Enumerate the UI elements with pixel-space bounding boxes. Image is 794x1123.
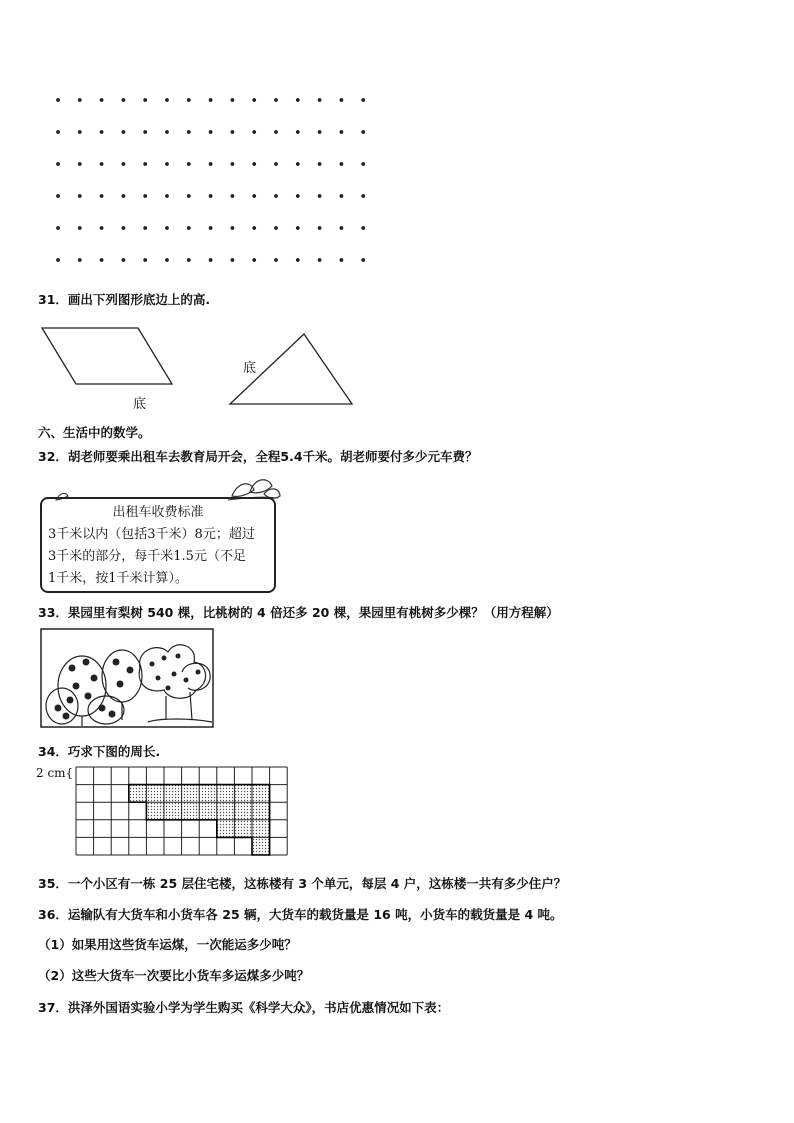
grid-dot xyxy=(361,162,365,166)
question-36-part-2: （2）这些大货车一次要比小货车多运煤多少吨？ xyxy=(38,968,310,983)
question-32: 32．胡老师要乘出租车去教育局开会，全程5.4千米。胡老师要付多少元车费？ xyxy=(38,449,478,464)
grid-dot xyxy=(143,194,147,198)
grid-dot xyxy=(340,226,344,230)
grid-dot xyxy=(231,226,235,230)
grid-dot xyxy=(296,194,300,198)
taxi-fare-box xyxy=(40,497,276,593)
question-35: 35．一个小区有一栋 25 层住宅楼，这栋楼有 3 个单元，每层 4 户，这栋楼一共有多少住户？ xyxy=(38,876,567,891)
question-33: 33．果园里有梨树 540 棵，比桃树的 4 倍还多 20 棵，果园里有桃树多少棵？（用方程解） xyxy=(38,605,559,620)
grid-dot xyxy=(100,258,104,262)
taxi-fare-title: 出租车收费标准 xyxy=(112,505,204,520)
grid-dot xyxy=(78,226,82,230)
grid-dot xyxy=(56,258,60,262)
grid-dot xyxy=(122,258,126,262)
grid-dot xyxy=(318,194,322,198)
grid-dot xyxy=(122,194,126,198)
question-36: 36．运输队有大货车和小货车各 25 辆，大货车的载货量是 16 吨，小货车的载货量是 4 吨。 xyxy=(38,907,563,922)
question-31: 31．画出下列图形底边上的高. xyxy=(38,292,211,307)
grid-dot xyxy=(187,130,191,134)
grid-dot xyxy=(361,98,365,102)
grid-dot xyxy=(100,162,104,166)
question-36-part-1: （1）如果用这些货车运煤，一次能运多少吨？ xyxy=(38,937,297,952)
grid-dot xyxy=(143,130,147,134)
grid-dot xyxy=(361,258,365,262)
section-6-heading: 六、生活中的数学。 xyxy=(38,425,151,440)
grid-dot xyxy=(340,194,344,198)
grid-dot xyxy=(56,162,60,166)
grid-scale-label: 2 cm{ xyxy=(36,766,74,780)
grid-dot xyxy=(78,162,82,166)
grid-dot xyxy=(340,258,344,262)
grid-dot xyxy=(56,98,60,102)
grid-dot xyxy=(296,258,300,262)
grid-dot xyxy=(231,194,235,198)
grid-dot xyxy=(231,130,235,134)
grid-dot xyxy=(187,258,191,262)
taxi-fare-line: 3千米以内（包括3千米）8元；超过 xyxy=(48,527,255,542)
grid-dot xyxy=(252,194,256,198)
triangle-base-label: 底 xyxy=(243,361,257,376)
grid-dot xyxy=(296,98,300,102)
grid-dot xyxy=(274,194,278,198)
grid-dot xyxy=(231,98,235,102)
grid-dot xyxy=(340,130,344,134)
grid-dot xyxy=(252,130,256,134)
grid-dot xyxy=(78,194,82,198)
grid-dot xyxy=(231,162,235,166)
grid-dot xyxy=(187,162,191,166)
grid-dot xyxy=(143,162,147,166)
grid-dot xyxy=(187,194,191,198)
grid-dot xyxy=(143,258,147,262)
grid-dot xyxy=(56,194,60,198)
grid-dot xyxy=(122,162,126,166)
grid-dot xyxy=(187,98,191,102)
grid-dot xyxy=(252,226,256,230)
grid-dot xyxy=(165,226,169,230)
grid-dot xyxy=(274,98,278,102)
question-34: 34．巧求下图的周长. xyxy=(38,744,161,759)
grid-dot xyxy=(165,98,169,102)
grid-dot xyxy=(274,226,278,230)
grid-dot xyxy=(78,130,82,134)
grid-dot xyxy=(165,130,169,134)
grid-dot xyxy=(318,162,322,166)
grid-dot xyxy=(100,98,104,102)
grid-dot xyxy=(209,162,213,166)
grid-dot xyxy=(340,162,344,166)
grid-dot xyxy=(296,226,300,230)
grid-dot xyxy=(252,258,256,262)
parallelogram-base-label: 底 xyxy=(133,397,147,412)
grid-dot xyxy=(122,226,126,230)
grid-dot xyxy=(100,226,104,230)
grid-dot xyxy=(209,258,213,262)
grid-dot xyxy=(187,226,191,230)
grid-dot xyxy=(122,98,126,102)
grid-dot xyxy=(296,130,300,134)
grid-dot xyxy=(78,258,82,262)
grid-dot xyxy=(231,258,235,262)
grid-dot xyxy=(274,130,278,134)
grid-dot xyxy=(209,226,213,230)
grid-dot xyxy=(274,162,278,166)
grid-dot xyxy=(361,194,365,198)
grid-dot xyxy=(252,98,256,102)
grid-dot xyxy=(274,258,278,262)
grid-dot xyxy=(143,98,147,102)
grid-dot xyxy=(165,258,169,262)
grid-dot xyxy=(361,130,365,134)
grid-dot xyxy=(56,130,60,134)
perimeter-grid-figure xyxy=(75,766,305,862)
question-37: 37．洪泽外国语实验小学为学生购买《科学大众》，书店优惠情况如下表： xyxy=(38,1000,450,1015)
grid-dot xyxy=(318,98,322,102)
taxi-fare-line: 3千米的部分，每千米1.5元（不足 xyxy=(48,549,246,564)
dot-grid xyxy=(50,92,370,267)
grid-dot xyxy=(143,226,147,230)
grid-dot xyxy=(165,194,169,198)
grid-dot xyxy=(318,130,322,134)
grid-dot xyxy=(122,130,126,134)
grid-dot xyxy=(318,258,322,262)
parallelogram-figure xyxy=(38,326,178,388)
grid-dot xyxy=(296,162,300,166)
grid-dot xyxy=(209,194,213,198)
grid-dot xyxy=(56,226,60,230)
grid-dot xyxy=(340,98,344,102)
grid-dot xyxy=(209,98,213,102)
grid-dot xyxy=(100,130,104,134)
grid-dot xyxy=(78,98,82,102)
grid-dot xyxy=(209,130,213,134)
orchard-illustration xyxy=(40,628,214,728)
grid-dot xyxy=(165,162,169,166)
grid-dot xyxy=(252,162,256,166)
grid-dot xyxy=(100,194,104,198)
grid-dot xyxy=(318,226,322,230)
taxi-fare-line: 1千米，按1千米计算）。 xyxy=(48,571,189,586)
grid-dot xyxy=(361,226,365,230)
